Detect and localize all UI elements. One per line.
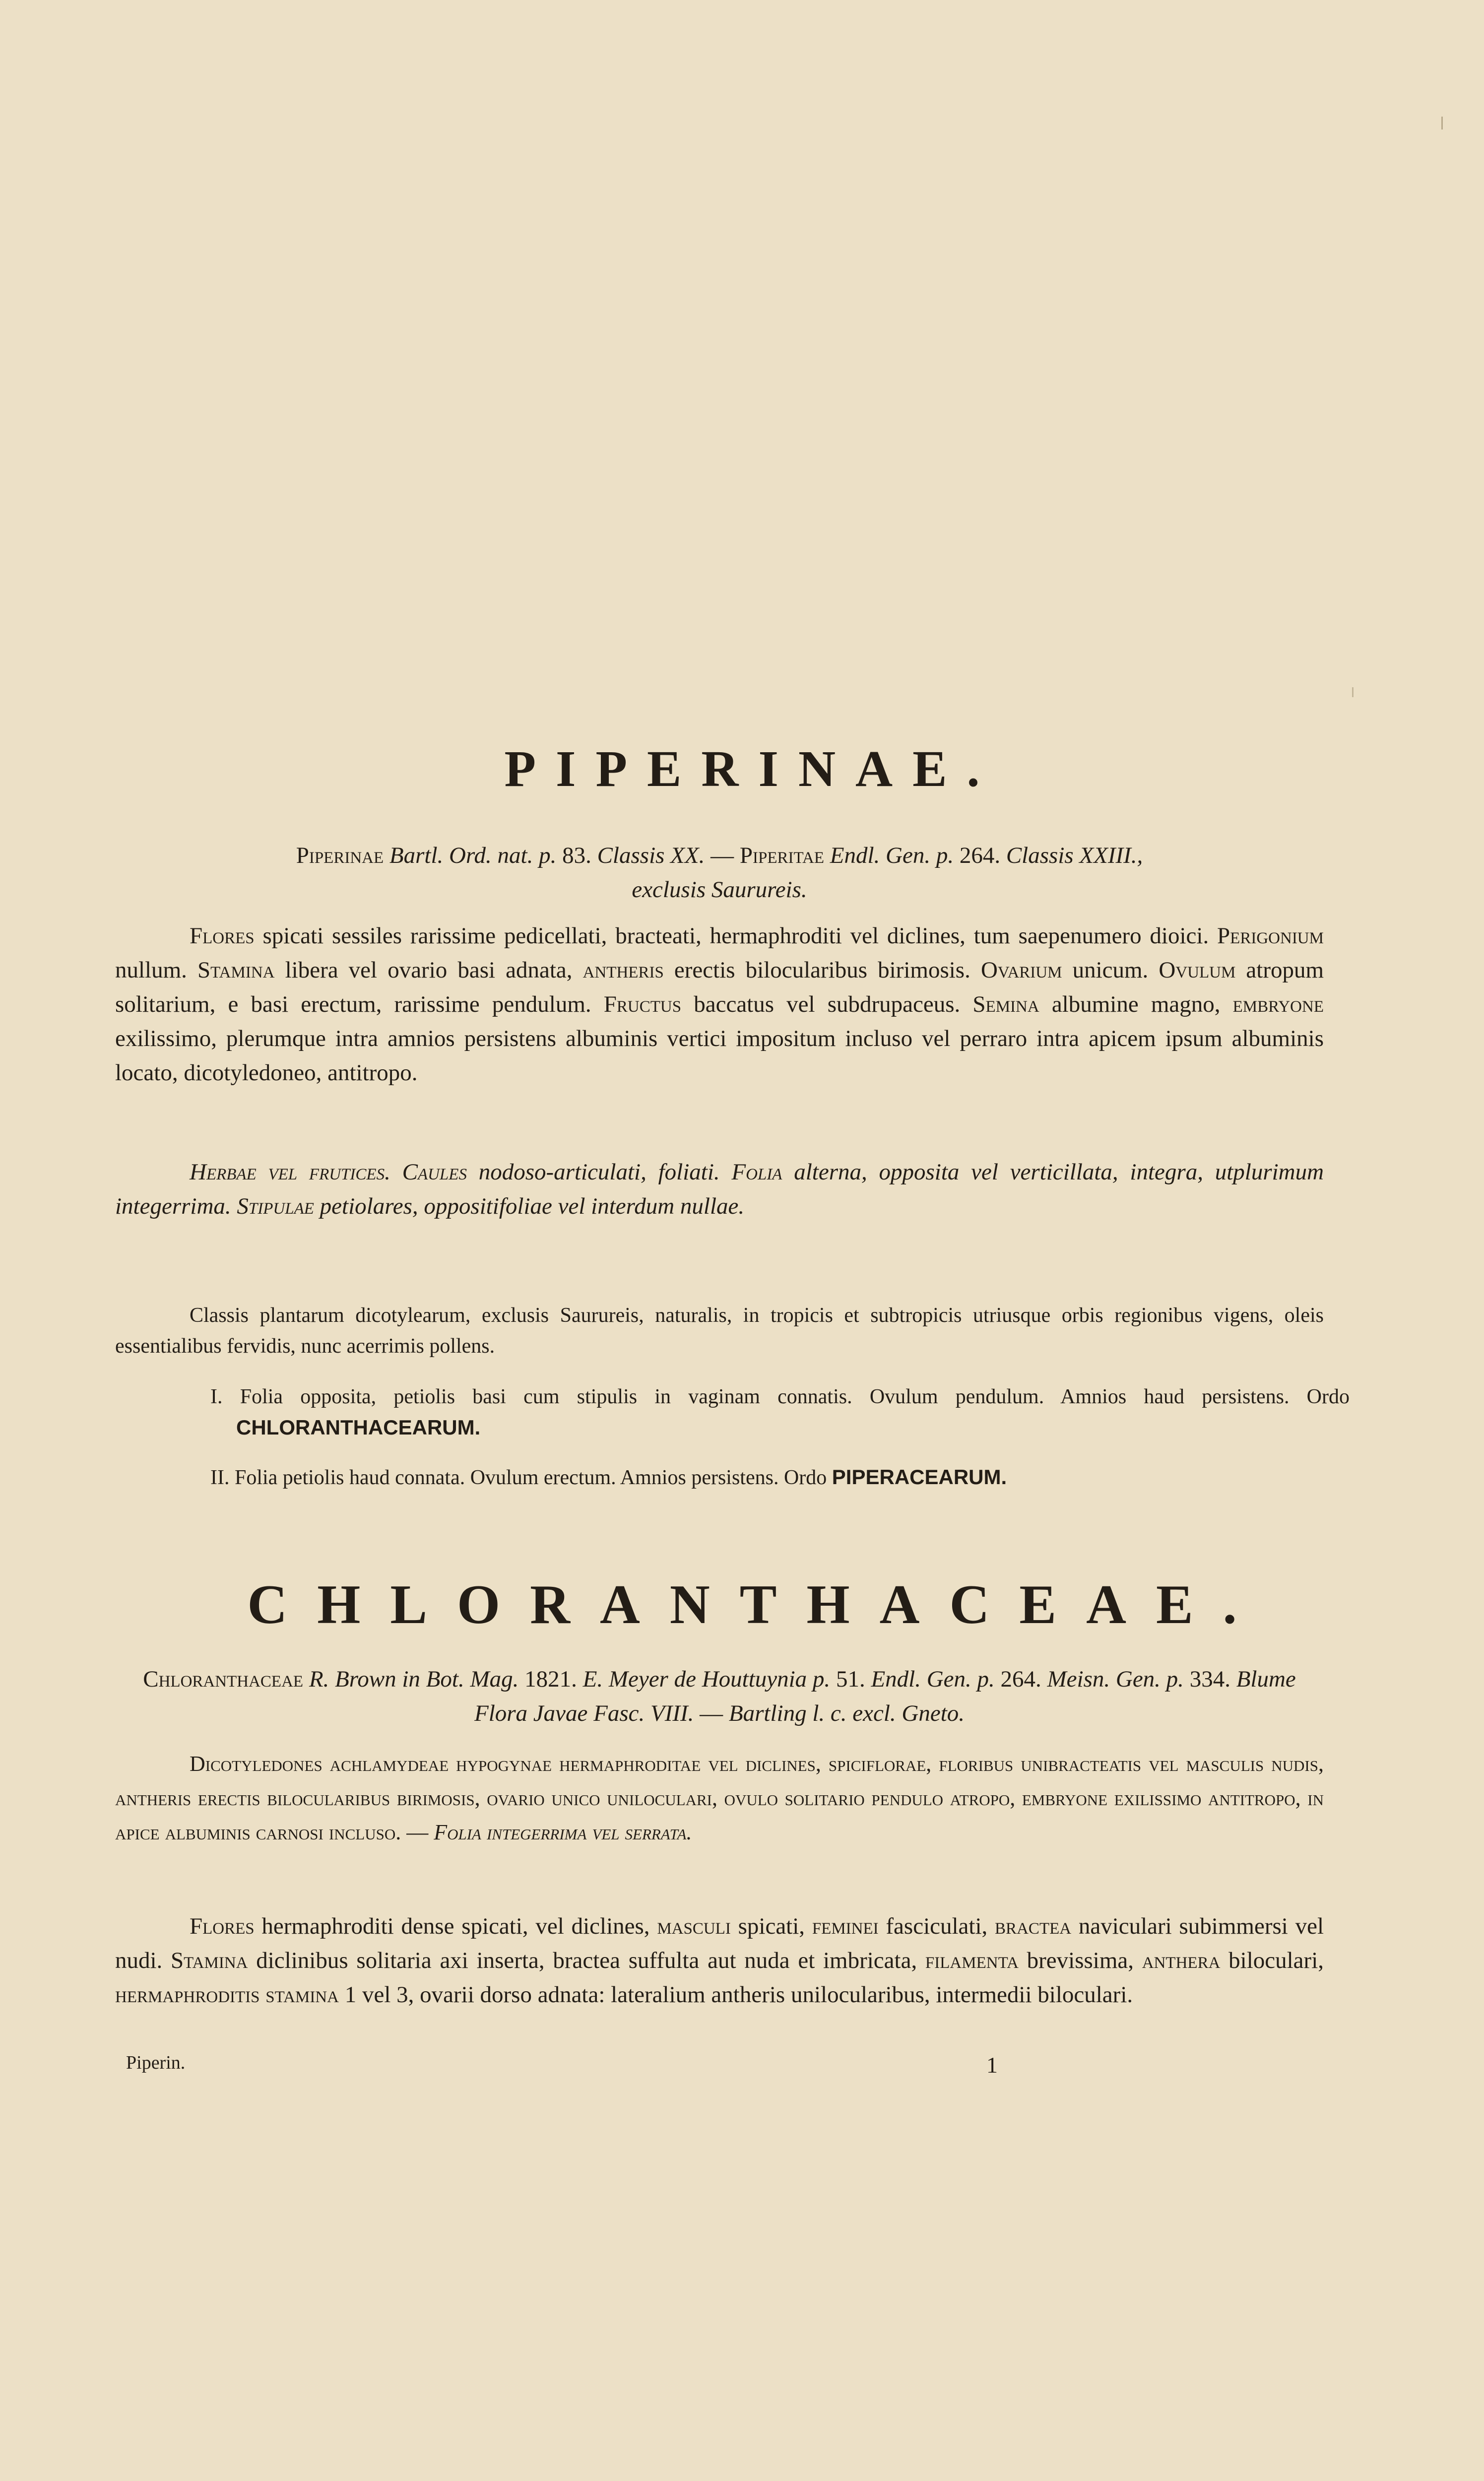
key-item-2 [210, 1462, 1350, 1493]
section-title-chloranthaceae: CHLORANTHACEAE. [247, 1574, 1267, 1635]
page-number: 51. [836, 1666, 865, 1692]
term: embryone [1232, 991, 1324, 1017]
description-paragraph [115, 919, 1324, 1090]
text: exilissimo, plerumque intra amnios persistens albuminis vertici impositum incluso vel perraro intra apicem ipsum albuminis locato, dicotyledoneo, antitropo. [115, 1026, 1324, 1086]
text: hermaphroditi dense spicati, vel diclines, [261, 1913, 650, 1939]
page-number: 83. [562, 843, 591, 868]
citation: Bartl. Ord. nat. p. [389, 843, 557, 868]
term: Stamina [197, 957, 275, 983]
citation: E. Meyer de Houttuynia p. [582, 1666, 831, 1692]
term: anthera [1142, 1948, 1221, 1973]
key-order: PIPERACEARUM. [832, 1465, 1007, 1489]
page-number: 264. [959, 843, 1001, 868]
characters-end: Folia integerrima vel serrata. [434, 1820, 692, 1844]
dash: — [710, 843, 734, 868]
dash: — [700, 1700, 723, 1726]
text: erectis bilocularibus birimosis. [674, 957, 970, 983]
synonym-name: Chloranthaceae [143, 1666, 304, 1692]
text: spicati sessiles rarissime pedicellati, bracteati, hermaphroditi vel diclines, tum saepenumero dioici. [262, 923, 1209, 949]
text: diclinibus solitaria axi inserta, bractea suffulta aut nuda et imbricata, [256, 1948, 917, 1973]
page-number-footer: 1 [986, 2052, 998, 2078]
key-text: I. Folia opposita, petiolis basi cum stipulis in vaginam connatis. Ovulum pendulum. Amnios haud persistens. Ordo [210, 1385, 1350, 1408]
term: Stamina [171, 1948, 248, 1973]
page-number: 264. [1000, 1666, 1041, 1692]
classis: Classis XXIII., [1006, 843, 1143, 868]
term: Stipulae [237, 1193, 314, 1219]
citation: R. Brown in Bot. Mag. [309, 1666, 519, 1692]
term: Semina [972, 991, 1039, 1017]
citation: Endl. Gen. p. [871, 1666, 995, 1692]
text: biloculari, [1228, 1948, 1324, 1973]
term: Caules [402, 1159, 467, 1185]
text: brevissima, [1027, 1948, 1134, 1973]
term: Herbae vel frutices. [190, 1159, 390, 1185]
text: unicum. [1072, 957, 1149, 983]
citation: Endl. Gen. p. [830, 843, 954, 868]
note-paragraph: Classis plantarum dicotylearum, exclusis Saurureis, naturalis, in tropicis et subtropicis utriusque orbis regionibus vigens, oleis essentialibus fervidis, nunc acerrimis pollens. [115, 1304, 1324, 1358]
page-number: 334. [1189, 1666, 1230, 1692]
text: nullum. [115, 957, 187, 983]
term: Fructus [603, 991, 682, 1017]
signature-mark: Piperin. [126, 2052, 186, 2073]
habit-paragraph [115, 1155, 1324, 1224]
term: filamenta [925, 1948, 1019, 1973]
text: spicati, [738, 1913, 805, 1939]
term: masculi [657, 1913, 731, 1939]
term: bractea [995, 1913, 1072, 1939]
synonymy-chloranthaceae [115, 1662, 1324, 1731]
characters-text: Dicotyledones achlamydeae hypogynae hermaphroditae vel diclines, spiciflorae, floribus unibracteatis vel masculis nudis, antheris erectis bilocularibus birimosis, ovario unico uniloculari, ovulo solitario pendulo atropo, embryone exilissimo antitropo, in apice albuminis carnosi incluso. — [115, 1752, 1324, 1844]
text: atropum solitarium, e basi erectum, rarissime pendulum. [115, 957, 1324, 1017]
term: Ovulum [1159, 957, 1236, 983]
key-text: II. Folia petiolis haud connata. Ovulum erectum. Amnios persistens. Ordo [210, 1466, 827, 1489]
text: baccatus vel subdrupaceus. [694, 991, 961, 1017]
synonym-name: Piperinae [296, 843, 384, 868]
classis: Classis XX. [597, 843, 705, 868]
characters-paragraph [115, 1747, 1324, 1849]
pencil-mark [1441, 117, 1443, 130]
text: fasciculati, [886, 1913, 988, 1939]
term: Flores [190, 923, 255, 949]
citation: Blume Flora Javae Fasc. VIII. [474, 1666, 1296, 1726]
text: petiolares, oppositifoliae vel interdum nullae. [320, 1193, 745, 1219]
text: libera vel ovario basi adnata, [285, 957, 573, 983]
synonym-name: Piperitae [739, 843, 824, 868]
section-title-piperinae: PIPERINAE. [504, 740, 1000, 797]
term: antheris [582, 957, 664, 983]
exclusion: exclusis Saurureis. [632, 877, 807, 903]
citation: Meisn. Gen. p. [1047, 1666, 1184, 1692]
term: Ovarium [980, 957, 1062, 983]
text: albumine magno, [1051, 991, 1221, 1017]
term: Perigonium [1217, 923, 1324, 949]
year: 1821. [524, 1666, 577, 1692]
text: 1 vel 3, ovarii dorso adnata: lateralium antheris unilocularibus, intermedii biloculari. [344, 1982, 1133, 2008]
key-order: CHLORANTHACEARUM. [236, 1416, 481, 1439]
term: Folia [731, 1159, 782, 1185]
synonymy-piperinae [115, 839, 1324, 907]
citation: Bartling l. c. excl. Gneto. [728, 1700, 965, 1726]
term: feminei [812, 1913, 879, 1939]
pencil-mark [1352, 687, 1354, 697]
key-item-1 [210, 1381, 1350, 1443]
text: nodoso-articulati, foliati. [478, 1159, 720, 1185]
text: naviculari subimmersi vel nudi. [115, 1913, 1324, 1973]
text: alterna, opposita vel verticillata, integra, utplurimum integerrima. [115, 1159, 1324, 1219]
term: hermaphroditis stamina [115, 1982, 339, 2008]
flores-paragraph [115, 1909, 1324, 2012]
term: Flores [190, 1913, 255, 1939]
